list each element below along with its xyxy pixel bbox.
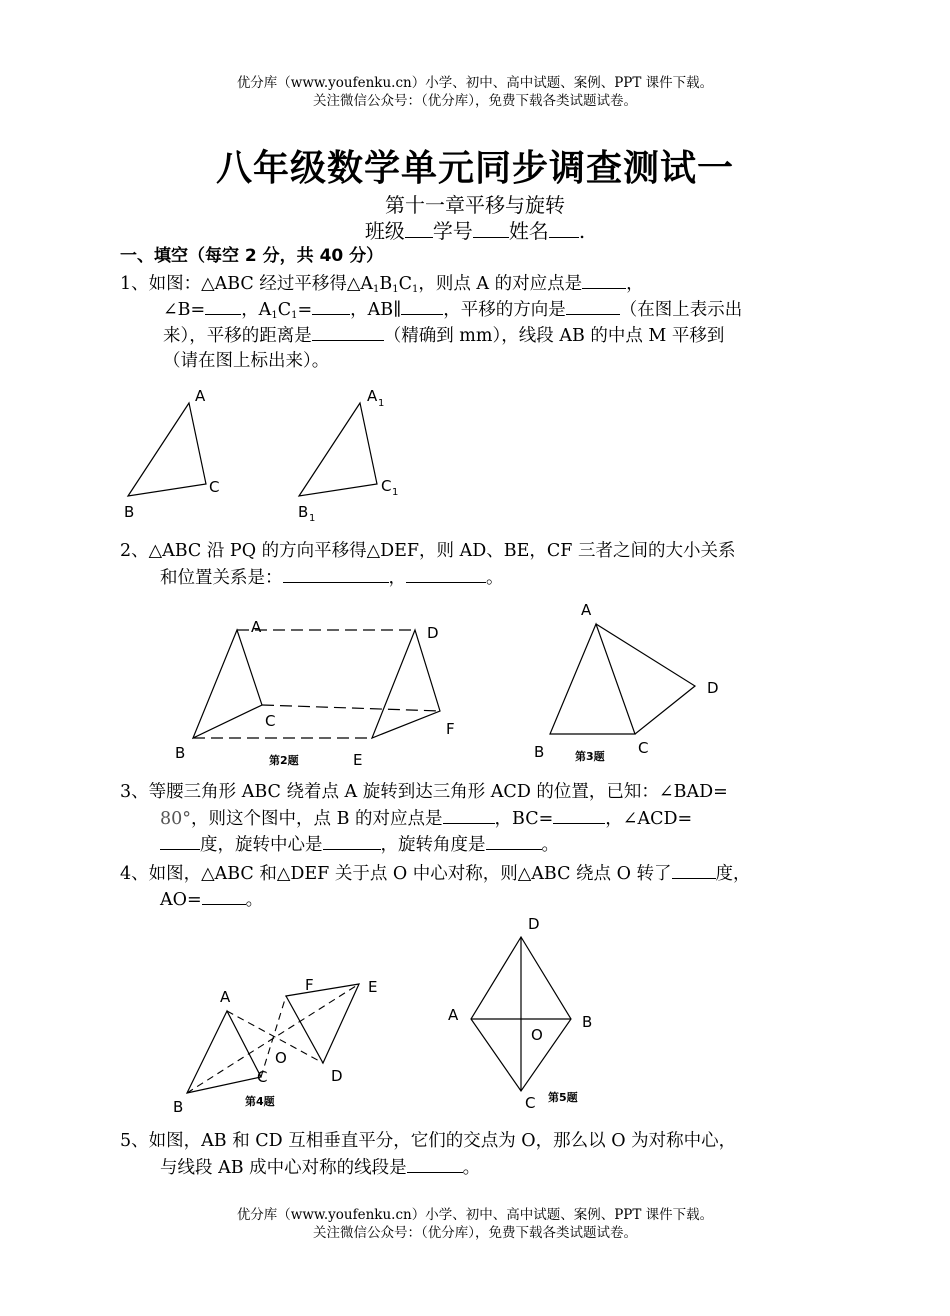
fig2-label-d: D [427, 624, 439, 642]
fig2-label-e: E [353, 751, 363, 769]
q4-blank-1[interactable] [672, 860, 716, 879]
question-2-line-2: 和位置关系是： ， 。 [160, 564, 504, 591]
question-5-line-2: 与线段 AB 成中心对称的线段是 。 [160, 1154, 480, 1181]
page-title: 八年级数学单元同步调查测试一 [215, 148, 734, 189]
q3-blank-2[interactable] [553, 805, 605, 824]
fig4-label-o: O [275, 1049, 287, 1067]
triangle-fed-fig4 [286, 984, 359, 1063]
q4-blank-2[interactable] [202, 886, 246, 905]
question-1-line-3: 来），平移的距离是 （精确到 mm），线段 AB 的中点 M 平移到 [163, 322, 724, 349]
question-4-line-1: 4、如图，△ABC 和△DEF 关于点 O 中心对称，则△ABC 绕点 O 转了 度， [120, 860, 751, 887]
student-info [0, 215, 950, 244]
fig5-label-o: O [531, 1026, 543, 1044]
question-2-line-1: 2、△ABC 沿 PQ 的方向平移得△DEF，则 AD、BE，CF 三者之间的大小关系 [120, 541, 736, 561]
figure-5 [440, 910, 600, 1110]
name-blank[interactable] [549, 219, 579, 238]
triangle-abc [128, 403, 206, 496]
info-end: . [578, 219, 586, 243]
figure-4 [165, 965, 395, 1120]
name-label: 姓名 [508, 219, 549, 243]
fig1-label-b: B [124, 503, 135, 521]
figure-2 [165, 610, 475, 775]
section-heading: 一、填空（每空 2 分，共 40 分） [120, 246, 384, 266]
chapter-subtitle: 第十一章平移与旋转 [385, 193, 565, 217]
q1-blank-6[interactable] [312, 322, 384, 341]
header-line-2: 关注微信公众号：（优分库），免费下载各类试题试卷。 [313, 93, 637, 109]
fig5-label-a: A [448, 1006, 459, 1024]
fig4-label-d: D [331, 1067, 343, 1085]
class-blank[interactable] [405, 219, 433, 238]
q1-blank-1[interactable] [582, 270, 626, 289]
class-label: 班级 [364, 219, 405, 243]
fig2-label-f: F [446, 720, 455, 738]
q1-blank-5[interactable] [566, 296, 620, 315]
q3-blank-4[interactable] [323, 831, 381, 850]
question-5-line-1: 5、如图，AB 和 CD 互相垂直平分，它们的交点为 O，那么以 O 为对称中心， [120, 1131, 737, 1151]
fig5-label-b: B [582, 1013, 593, 1031]
segment-cf [262, 705, 440, 711]
q3-blank-3[interactable] [160, 831, 200, 850]
fig3-label-d: D [707, 679, 719, 697]
fig4-label-e: E [368, 978, 378, 996]
q1-blank-2[interactable] [205, 296, 241, 315]
fig2-label-b: B [175, 744, 186, 762]
fig4-label-c: C [257, 1068, 268, 1086]
footer-line-1: 优分库（www.youfenku.cn）小学、初中、高中试题、案例、PPT 课件下载。 [236, 1207, 714, 1223]
question-1-line-2: ∠B= ，$A_1C_1=$ ，AB∥ ，平移的方向是 （在图上表示出 [163, 296, 742, 329]
q5-blank-1[interactable] [407, 1154, 463, 1173]
triangle-a1b1c1 [299, 403, 377, 496]
question-3-line-3: 度，旋转中心是 ，旋转角度是 。 [160, 831, 559, 858]
fig4-caption: 第4题 [245, 1095, 275, 1108]
fig4-label-b: B [173, 1098, 184, 1116]
fig2-caption: 第2题 [269, 754, 299, 767]
q2-blank-2[interactable] [406, 564, 486, 583]
fig1-label-b1: B [298, 503, 309, 521]
fig3-caption: 第3题 [575, 750, 605, 763]
fig2-label-c: C [265, 712, 276, 730]
question-3-line-1: 3、等腰三角形 ABC 绕着点 A 旋转到达三角形 ACD 的位置，已知：∠BAD= [120, 782, 728, 802]
triangle-abc-fig2 [193, 630, 262, 738]
svg-text:1: 1 [392, 487, 399, 498]
question-3-line-2: 80°，则这个图中，点 B 的对应点是 ，BC= ，∠ACD= [160, 805, 692, 832]
fig2-label-a: A [251, 618, 262, 636]
q2-blank-1[interactable] [283, 564, 389, 583]
id-blank[interactable] [473, 219, 509, 238]
triangle-acd-fig3 [596, 624, 695, 734]
q1-blank-3[interactable] [312, 296, 350, 315]
fig3-label-b: B [534, 743, 545, 761]
q3-blank-5[interactable] [486, 831, 542, 850]
fig5-label-d: D [528, 915, 540, 933]
fig1-label-c1: C [381, 477, 392, 495]
fig1-label-a: A [195, 387, 206, 405]
fig1-label-a1: A [367, 387, 378, 405]
fig1-label-c: C [209, 478, 220, 496]
triangle-def-fig2 [372, 630, 440, 738]
svg-text:1: 1 [309, 513, 316, 524]
q3-blank-1[interactable] [443, 805, 495, 824]
fig5-label-c: C [525, 1094, 536, 1112]
fig3-label-a: A [581, 601, 592, 619]
svg-text:1: 1 [378, 398, 385, 409]
question-4-line-2: AO= 。 [160, 886, 263, 913]
q1-blank-4[interactable] [401, 296, 443, 315]
footer-line-2: 关注微信公众号：（优分库），免费下载各类试题试卷。 [313, 1225, 637, 1241]
figure-1 [110, 380, 430, 530]
header-line-1: 优分库（www.youfenku.cn）小学、初中、高中试题、案例、PPT 课件下载。 [236, 75, 714, 91]
fig4-label-f: F [305, 976, 314, 994]
figure-3 [525, 595, 725, 770]
fig4-label-a: A [220, 988, 231, 1006]
question-1-line-4: （请在图上标出来）。 [163, 351, 330, 371]
fig5-caption: 第5题 [548, 1091, 578, 1104]
id-label: 学号 [432, 219, 473, 243]
question-1-line-1: 1、如图：△ABC 经过平移得$\triangle A_1B_1C_1$，则点 A 的对应点是 ， [120, 270, 644, 303]
fig3-label-c: C [638, 739, 649, 757]
